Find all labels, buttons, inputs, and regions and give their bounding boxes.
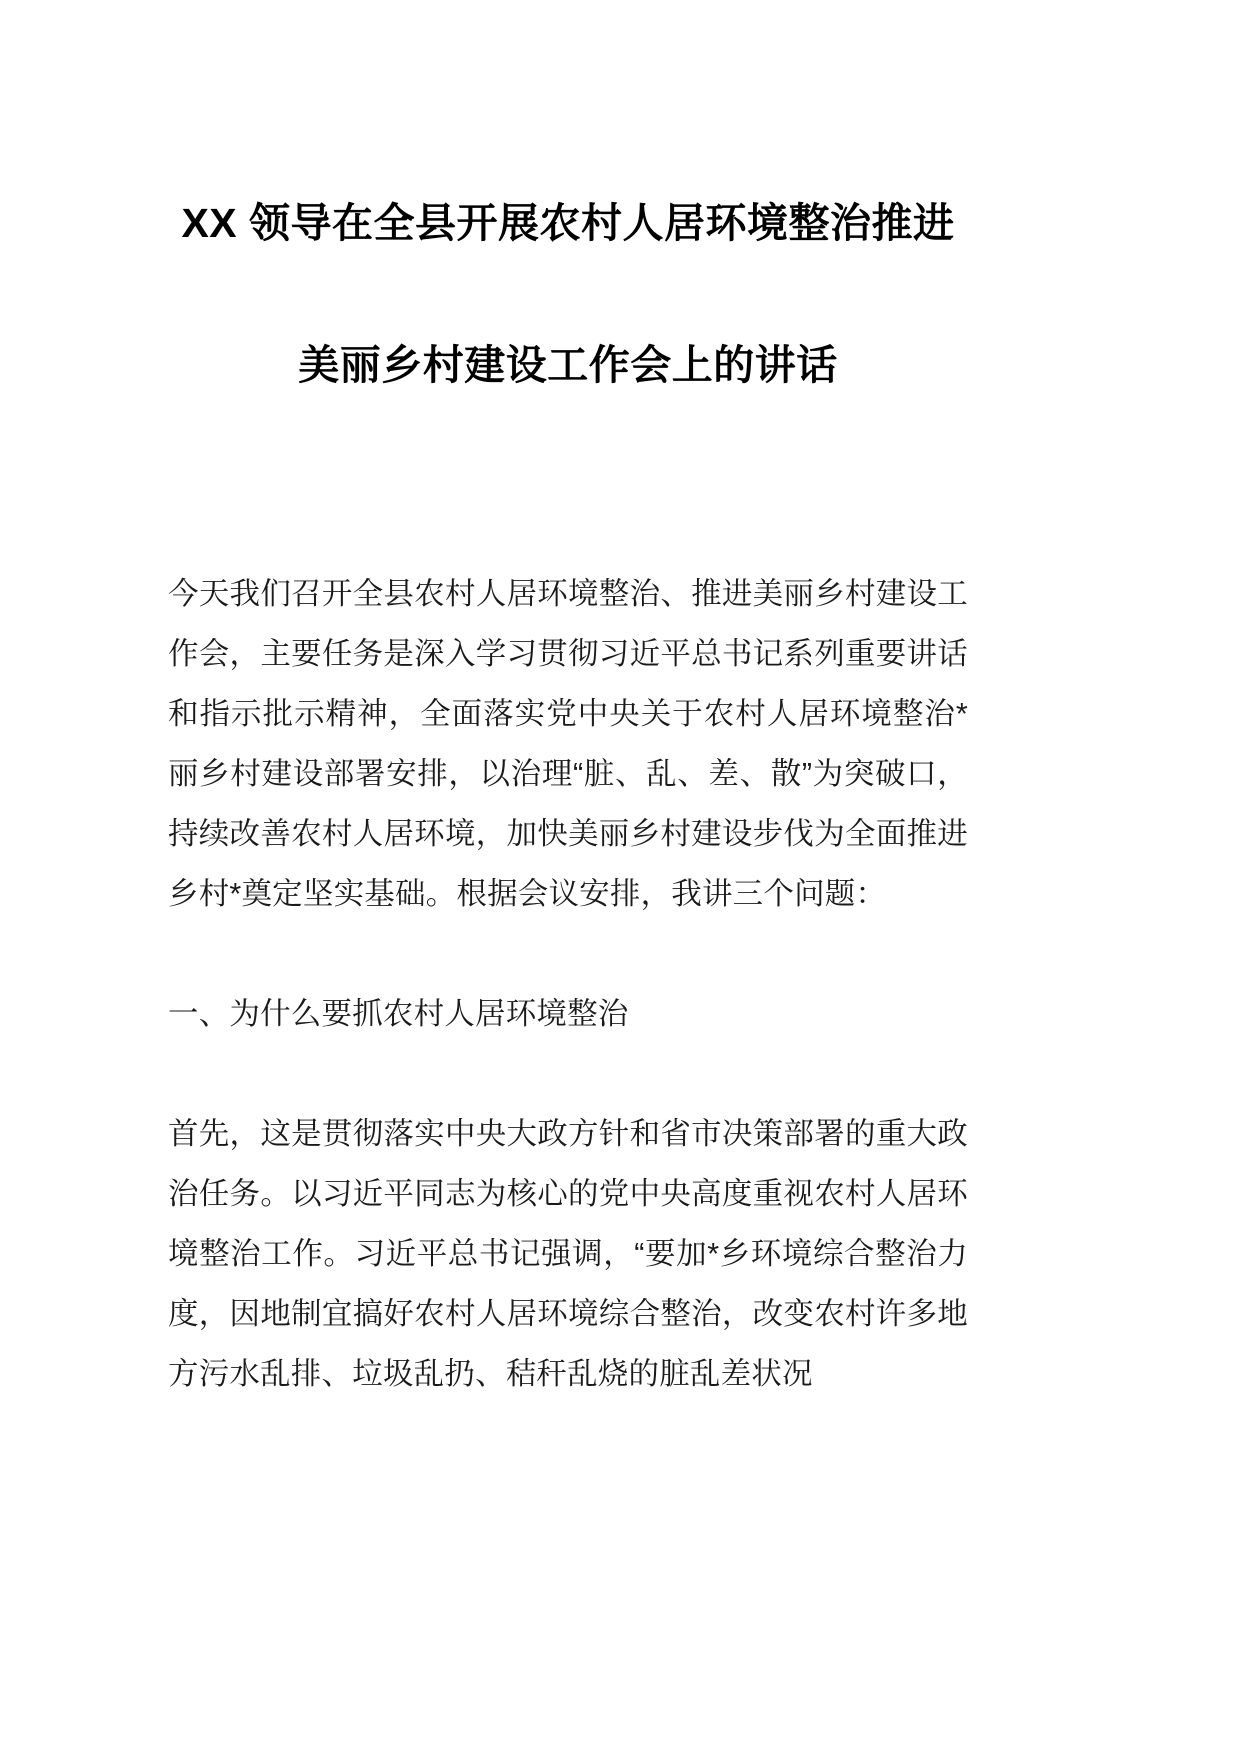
page-title [168,0,968,436]
section-heading-one: 一、为什么要抓农村人居环境整治 [168,997,629,1031]
title-line-2: 美丽乡村建设工作会上的讲话 [298,342,838,388]
title-line-1: XX 领导在全县开展农村人居环境整治推进 [181,200,955,246]
document-content [168,0,968,1404]
paragraph-section-one-body: 首先，这是贯彻落实中央大政方针和省市决策部署的重大政治任务。以习近平同志为核心的党中央高度重视农村人居环境整治工作。习近平总书记强调，“要加*乡环境综合整治力度，因地制宜搞好农村人居环境综合整治，改变农村许多地方污水乱排、垃圾乱扔、秸秆乱烧的脏乱差状况 [168,1117,968,1391]
paragraph-spacer [168,1044,968,1104]
paragraph-spacer [168,924,968,984]
paragraph-intro: 今天我们召开全县农村人居环境整治、推进美丽乡村建设工作会，主要任务是深入学习贯彻习近平总书记系列重要讲话和指示批示精神，全面落实党中央关于农村人居环境整治*丽乡村建设部署安排，以治理“脏、乱、差、散”为突破口，持续改善农村人居环境，加快美丽乡村建设步伐为全面推进乡村*奠定坚实基础。根据会议安排，我讲三个问题： [168,577,968,911]
document-body [168,564,968,1404]
